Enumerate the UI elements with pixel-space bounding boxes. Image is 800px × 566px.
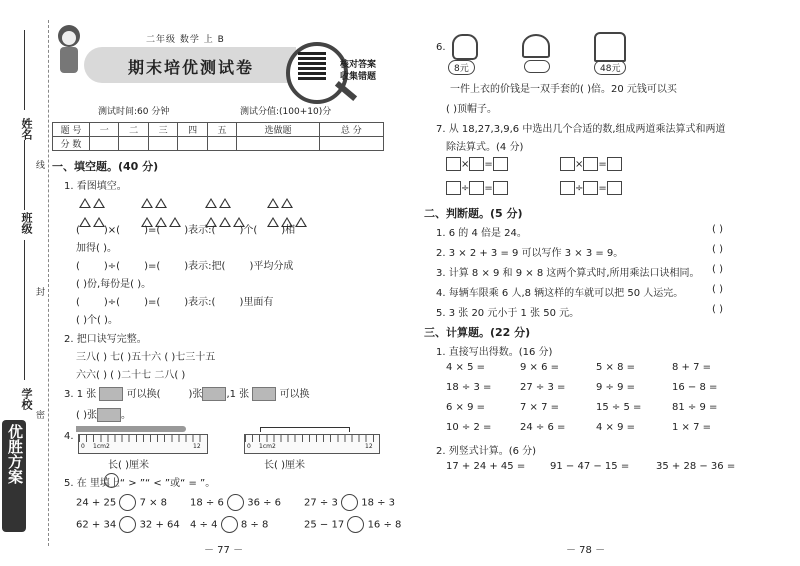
- calc-item: 10 ÷ 2 =: [446, 422, 492, 433]
- div-equation-2: ÷ =: [560, 181, 622, 195]
- calc-item: 4 × 9 =: [596, 422, 636, 433]
- calc-item: 27 ÷ 3 =: [520, 382, 566, 393]
- table-row-label: 分 数: [53, 137, 90, 151]
- q7-line-1: 7. 从 18,27,3,9,6 中选出几个合适的数,组成两道乘法算式和两道: [436, 124, 726, 135]
- q6-line-2: ( )顶帽子。: [446, 104, 497, 115]
- brand-logo: 优胜方案: [2, 420, 26, 532]
- calc-item: 1 × 7 =: [672, 422, 712, 433]
- pencil-icon: [76, 426, 186, 432]
- q2-line-2: 六六( ) ( )二十七 二八( ): [76, 370, 186, 381]
- score-cell[interactable]: [148, 137, 177, 151]
- cartoon-girl-icon: [54, 25, 84, 83]
- calc-item: 7 × 7 =: [520, 402, 560, 413]
- seal-secret-mark: 密: [36, 411, 46, 421]
- calc-q2-label: 2. 列竖式计算。(6 分): [436, 446, 537, 457]
- calc-item: 9 ÷ 9 =: [596, 382, 636, 393]
- q1-line-6: ( )个( )。: [76, 315, 118, 326]
- banknote-icon: [97, 408, 121, 422]
- ruler-1: 0 1cm2 12: [78, 434, 208, 454]
- table-header: 题 号: [53, 123, 90, 137]
- table-header: 一: [90, 123, 119, 137]
- judge-answer-4[interactable]: ( ): [712, 284, 723, 295]
- glove-icon: [452, 34, 478, 60]
- section-3-title: 三、计算题。(22 分): [424, 326, 531, 339]
- calc-item: 5 × 8 =: [596, 362, 636, 373]
- q4-label: 4.: [64, 431, 74, 442]
- div-equation-1: ÷ =: [446, 181, 508, 195]
- q1-line-3: ( )÷( )=( )表示:把( )平均分成: [76, 261, 294, 272]
- jacket-icon: [594, 32, 626, 62]
- q1-line-1: ( )×( )=( )表示:( )个( )相: [76, 225, 296, 236]
- grade-subtitle: 二年级 数学 上 B: [146, 35, 225, 45]
- q1-line-2: 加得( )。: [76, 243, 117, 254]
- vertical-calc-3: 35 + 28 − 36 =: [656, 461, 736, 472]
- ruler-2: 0 1cm2 12: [244, 434, 380, 454]
- school-line: [24, 240, 25, 380]
- q6-line-1: 一件上衣的价钱是一双手套的( )倍。20 元钱可以买: [450, 84, 677, 95]
- seal-line-mark: 线: [36, 161, 46, 171]
- table-header: 五: [207, 123, 236, 137]
- class-line: [24, 140, 25, 210]
- table-header: 三: [148, 123, 177, 137]
- compare-3: 27 ÷ 3 18 ÷ 3: [304, 494, 395, 511]
- mult-equation-1: × =: [446, 157, 508, 171]
- q1-line-4: ( )份,每份是( )。: [76, 279, 152, 290]
- score-cell[interactable]: [319, 137, 383, 151]
- exam-score: 测试分值:(100+10)分: [240, 107, 332, 117]
- score-table: [52, 122, 384, 151]
- calc-item: 18 ÷ 3 =: [446, 382, 492, 393]
- name-label: 姓名: [20, 118, 33, 140]
- calc-item: 8 + 7 =: [672, 362, 712, 373]
- q6-label: 6.: [436, 42, 446, 53]
- calc-item: 4 × 5 =: [446, 362, 486, 373]
- name-line: [24, 30, 25, 110]
- score-cell[interactable]: [119, 137, 148, 151]
- judge-item-4: 4. 每辆车限乘 6 人,8 辆这样的车就可以把 50 人运完。: [436, 288, 684, 299]
- judge-item-5: 5. 3 张 20 元小于 1 张 50 元。: [436, 308, 580, 319]
- calc-item: 6 × 9 =: [446, 402, 486, 413]
- compare-1: 24 + 25 7 × 8: [76, 494, 167, 511]
- compare-2: 18 ÷ 6 36 ÷ 6: [190, 494, 281, 511]
- judge-answer-2[interactable]: ( ): [712, 244, 723, 255]
- page-number-right: － 78 －: [566, 545, 606, 556]
- qr-code-icon[interactable]: [298, 52, 326, 80]
- q4-answer-2: 长( )厘米: [264, 460, 305, 471]
- judge-answer-1[interactable]: ( ): [712, 224, 723, 235]
- score-cell[interactable]: [90, 137, 119, 151]
- judge-answer-5[interactable]: ( ): [712, 304, 723, 315]
- mult-equation-2: × =: [560, 157, 622, 171]
- hat-price-tag: [524, 60, 550, 73]
- judge-item-2: 2. 3 × 2 + 3 = 9 可以写作 3 × 3 = 9。: [436, 248, 624, 259]
- qr-hint-1: 核对答案: [340, 60, 377, 70]
- banknote-icon: [202, 387, 226, 401]
- hat-icon: [522, 34, 550, 58]
- q1-label: 1. 看图填空。: [64, 181, 127, 192]
- score-cell[interactable]: [207, 137, 236, 151]
- q3-line-2: ( )张 。: [76, 410, 131, 421]
- q2-line-1: 三八( ) 七( )五十六 ( )七三十五: [76, 352, 216, 363]
- page-number-left: － 77 －: [204, 545, 244, 556]
- q1-line-5: ( )÷( )=( )表示:( )里面有: [76, 297, 274, 308]
- q2-label: 2. 把口诀写完整。: [64, 334, 147, 345]
- exam-time: 测试时间:60 分钟: [98, 107, 170, 117]
- glove-price: 8元: [448, 60, 475, 75]
- q4-answer-1: 长( )厘米: [108, 460, 149, 471]
- banknote-icon: [99, 387, 123, 401]
- compare-5: 4 ÷ 4 8 ÷ 8: [190, 516, 268, 533]
- circle-symbol-icon: [104, 473, 119, 488]
- section-1-title: 一、填空题。(40 分): [52, 160, 159, 173]
- seal-seal-mark: 封: [36, 288, 46, 298]
- q3-line-1: 3. 1 张 可以换( )张 ,1 张 可以换: [64, 389, 310, 400]
- calc-item: 81 ÷ 9 =: [672, 402, 718, 413]
- section-2-title: 二、判断题。(5 分): [424, 207, 523, 220]
- table-header: 选做题: [237, 123, 319, 137]
- table-header: 总 分: [319, 123, 383, 137]
- calc-item: 9 × 6 =: [520, 362, 560, 373]
- banknote-icon: [252, 387, 276, 401]
- calc-item: 24 ÷ 6 =: [520, 422, 566, 433]
- triangle-groups: [78, 193, 398, 215]
- calc-item: 15 ÷ 5 =: [596, 402, 642, 413]
- vertical-calc-1: 17 + 24 + 45 =: [446, 461, 526, 472]
- line-segment: [260, 427, 350, 432]
- school-label: 学校: [20, 388, 33, 410]
- page-title: 期末培优测试卷: [128, 58, 255, 77]
- score-cell[interactable]: [237, 137, 319, 151]
- calc-q1-label: 1. 直接写出得数。(16 分): [436, 347, 553, 358]
- vertical-calc-2: 91 − 47 − 15 =: [550, 461, 630, 472]
- judge-answer-3[interactable]: ( ): [712, 264, 723, 275]
- class-label: 班级: [20, 212, 33, 234]
- judge-item-1: 1. 6 的 4 倍是 24。: [436, 228, 527, 239]
- cut-line: [48, 20, 49, 546]
- q7-line-2: 除法算式。(4 分): [446, 142, 524, 153]
- table-header: 四: [178, 123, 207, 137]
- score-cell[interactable]: [178, 137, 207, 151]
- compare-6: 25 − 17 16 ÷ 8: [304, 516, 401, 533]
- compare-4: 62 + 34 32 + 64: [76, 516, 180, 533]
- calc-item: 16 − 8 =: [672, 382, 718, 393]
- table-header: 二: [119, 123, 148, 137]
- q5-label: 5. 在 里填上“ > ”“ < ”或“ = ”。: [64, 478, 216, 489]
- qr-hint-2: 收集错题: [340, 72, 377, 82]
- judge-item-3: 3. 计算 8 × 9 和 9 × 8 这两个算式时,所用乘法口诀相同。: [436, 268, 700, 279]
- jacket-price: 48元: [594, 60, 626, 75]
